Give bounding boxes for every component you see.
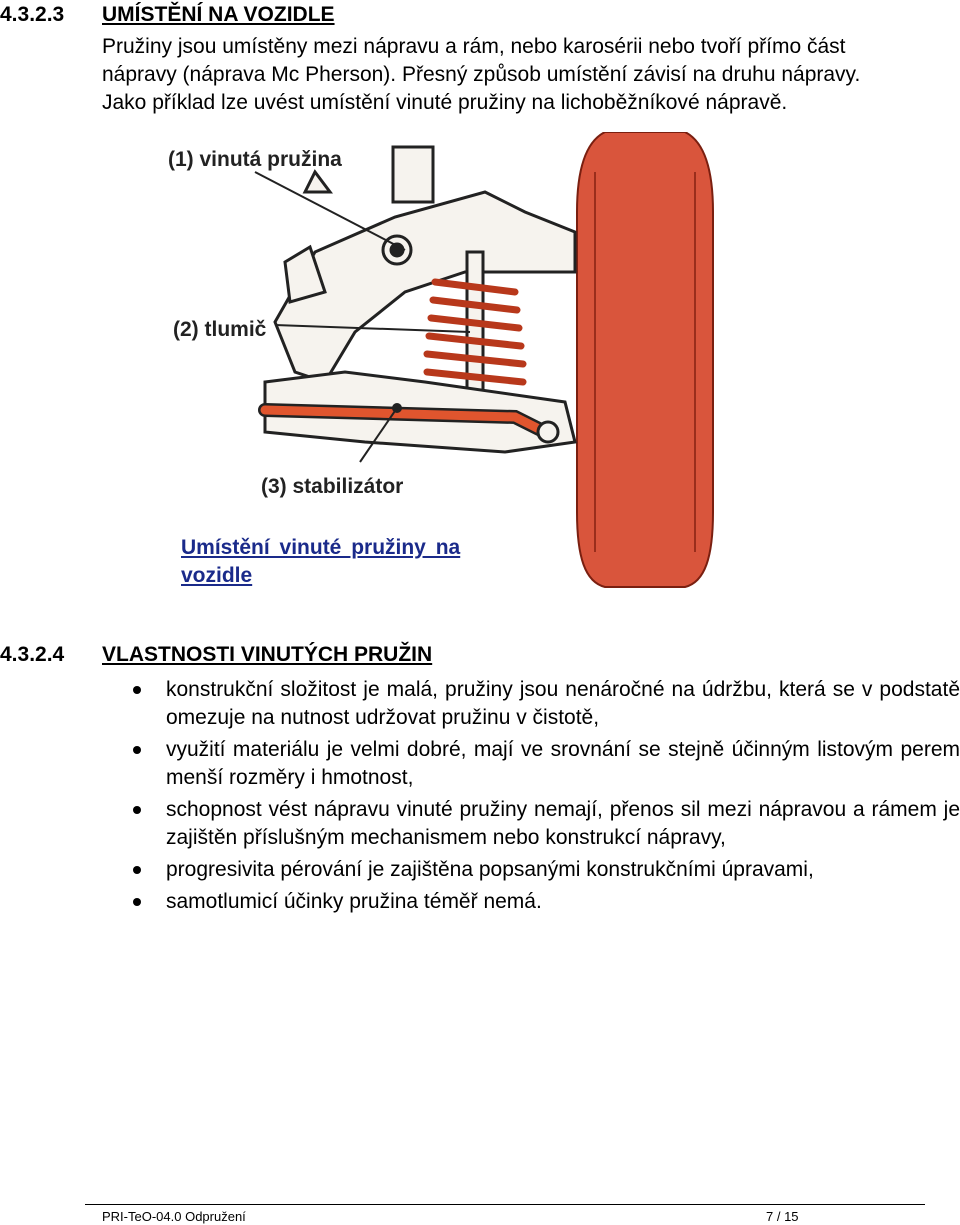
placement-paragraph xyxy=(102,33,960,117)
section-number: 4.3.2.3 xyxy=(0,3,65,26)
paragraph-line: Pružiny jsou umístěny mezi nápravu a rám, nebo karosérii nebo tvoří přímo část xyxy=(102,35,846,58)
section-title: UMÍSTĚNÍ NA VOZIDLE xyxy=(102,3,335,26)
footer-page-number: 7 / 15 xyxy=(766,1209,799,1224)
caption-line: vozidle xyxy=(181,564,253,587)
upper-wishbone xyxy=(275,147,575,382)
wheel-tire xyxy=(577,132,713,587)
list-item: samotlumicí účinky pružina téměř nemá. xyxy=(0,888,960,916)
paragraph-line: Jako příklad lze uvést umístění vinuté pružiny na lichoběžníkové nápravě. xyxy=(102,91,788,114)
footer-divider xyxy=(85,1204,925,1205)
list-item: využití materiálu je velmi dobré, mají ve srovnání se stejně účinným listovým perem menší rozměry i hmotnost, xyxy=(0,736,960,792)
suspension-figure xyxy=(165,132,720,592)
list-item: konstrukční složitost je malá, pružiny jsou nenáročné na údržbu, která se v podstatě omezuje na nutnost udržovat pružinu v čistotě, xyxy=(0,676,960,732)
suspension-illustration xyxy=(165,132,720,592)
list-item: schopnost vést nápravu vinuté pružiny nemají, přenos sil mezi nápravou a rámem je zajištěn příslušným mechanismem nebo konstrukcí nápravy, xyxy=(0,796,960,852)
section-heading-placement xyxy=(0,3,335,27)
paragraph-line: nápravy (náprava Mc Pherson). Přesný způsob umístění závisí na druhu nápravy. xyxy=(102,63,861,86)
section-title: VLASTNOSTI VINUTÝCH PRUŽIN xyxy=(102,643,433,666)
caption-line: Umístění vinuté pružiny na xyxy=(181,536,461,559)
figure-caption xyxy=(181,534,501,590)
label-stabilizer: (3) stabilizátor xyxy=(261,475,404,498)
properties-list xyxy=(0,676,960,920)
label-damper: (2) tlumič xyxy=(173,318,267,341)
section-heading-properties xyxy=(0,643,432,667)
section-number: 4.3.2.4 xyxy=(0,643,65,666)
list-item: progresivita pérování je zajištěna popsanými konstrukčními úpravami, xyxy=(0,856,960,884)
label-coil-spring: (1) vinutá pružina xyxy=(168,148,342,171)
footer-document-id: PRI-TeO-04.0 Odpružení xyxy=(102,1209,246,1224)
